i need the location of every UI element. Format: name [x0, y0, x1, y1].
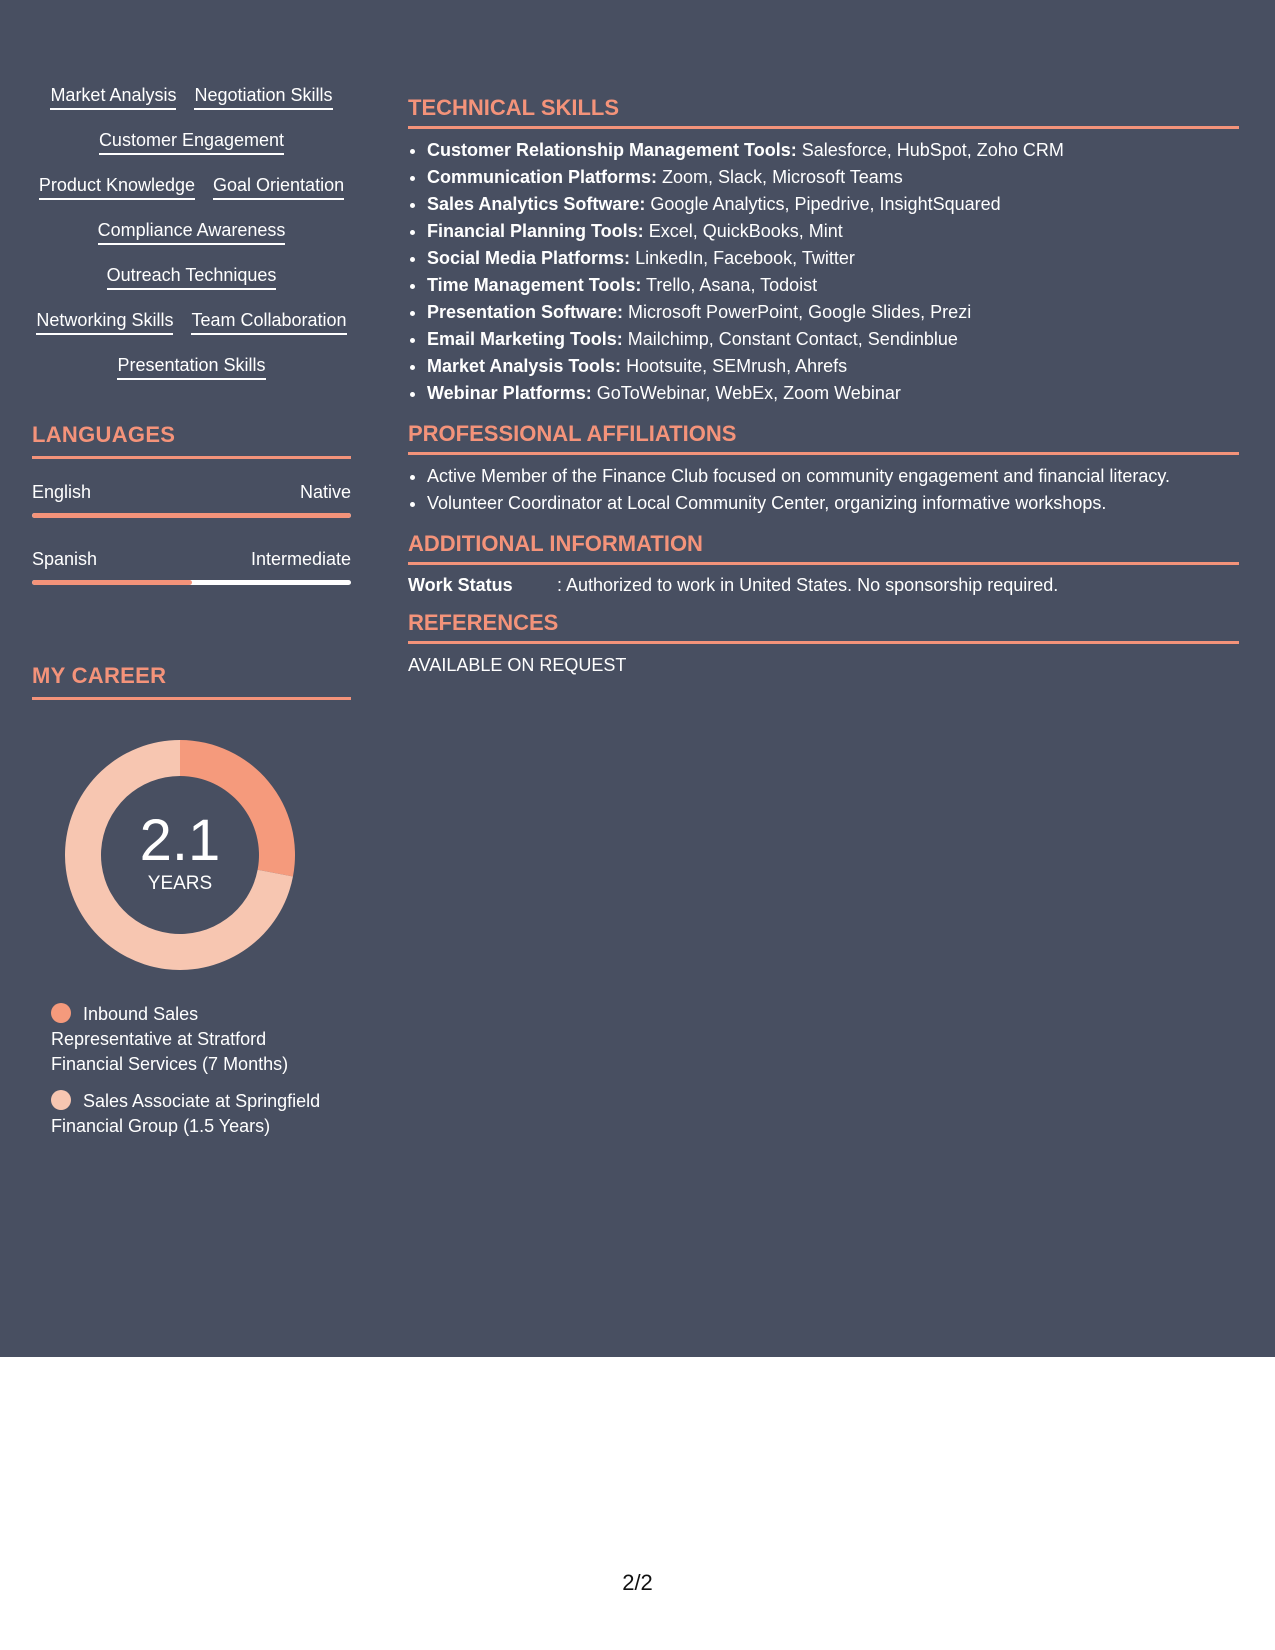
legend-label: Sales Associate at Springfield Financial Group (1.5 Years)	[51, 1091, 321, 1136]
career-legend	[51, 1002, 321, 1139]
references-heading: REFERENCES	[408, 610, 1239, 644]
item-label: Communication Platforms:	[427, 167, 658, 187]
item-label: Financial Planning Tools:	[427, 221, 644, 241]
item-value: Microsoft PowerPoint, Google Slides, Prezi	[623, 302, 972, 322]
languages-heading: LANGUAGES	[32, 422, 351, 459]
item-value: Salesforce, HubSpot, Zoho CRM	[796, 140, 1064, 160]
language-level-fill	[32, 513, 351, 518]
skill-tag: Team Collaboration	[191, 309, 346, 335]
language-name: Spanish	[32, 549, 98, 569]
legend-dot-icon	[51, 1090, 71, 1110]
item-value: Google Analytics, Pipedrive, InsightSquared	[645, 194, 1001, 214]
legend-label: Inbound Sales Representative at Stratford Financial Services (7 Months)	[51, 1004, 289, 1074]
list-item	[427, 353, 1239, 380]
career-total-value: 2.1	[139, 808, 221, 873]
donut-center	[65, 740, 295, 970]
language-level: Intermediate	[250, 549, 351, 569]
career-section	[32, 663, 351, 1139]
right-column	[408, 95, 1239, 676]
list-item	[427, 326, 1239, 353]
skill-tag: Product Knowledge	[39, 174, 195, 200]
legend-item	[51, 1002, 321, 1077]
affiliations-heading: PROFESSIONAL AFFILIATIONS	[408, 421, 1239, 455]
list-item	[427, 380, 1239, 407]
item-label: Market Analysis Tools:	[427, 356, 622, 376]
additional-info-heading: ADDITIONAL INFORMATION	[408, 531, 1239, 565]
languages-section	[32, 422, 351, 585]
skill-tag: Goal Orientation	[213, 174, 344, 200]
item-value: Mailchimp, Constant Contact, Sendinblue	[622, 329, 958, 349]
additional-info-section	[408, 531, 1239, 596]
list-item	[427, 218, 1239, 245]
skill-tag: Presentation Skills	[117, 354, 265, 380]
list-item: • Active Member of the Finance Club focused on community engagement and financial literacy.	[427, 463, 1239, 490]
item-value: Excel, QuickBooks, Mint	[643, 221, 843, 241]
left-column	[32, 84, 351, 1151]
legend-item	[51, 1089, 321, 1139]
skill-tag: Negotiation Skills	[194, 84, 332, 110]
work-status-row	[408, 574, 1239, 596]
list-item	[427, 164, 1239, 191]
list-item	[427, 137, 1239, 164]
item-value: Zoom, Slack, Microsoft Teams	[657, 167, 903, 187]
language-name: English	[32, 482, 92, 502]
language-level-fill	[32, 580, 192, 585]
legend-dot-icon	[51, 1003, 71, 1023]
career-heading: MY CAREER	[32, 663, 351, 700]
item-label: Sales Analytics Software:	[427, 194, 646, 214]
career-donut-chart	[65, 740, 295, 970]
language-row	[32, 548, 351, 570]
item-value: Hootsuite, SEMrush, Ahrefs	[621, 356, 848, 376]
language-level: Native	[299, 482, 351, 502]
item-value: Trello, Asana, Todoist	[641, 275, 818, 295]
affiliations-section	[408, 421, 1239, 517]
technical-skills-section	[408, 95, 1239, 407]
language-level-bar	[32, 513, 351, 518]
list-item	[427, 299, 1239, 326]
technical-skills-heading: TECHNICAL SKILLS	[408, 95, 1239, 129]
references-text: AVAILABLE ON REQUEST	[408, 655, 627, 675]
item-label: Email Marketing Tools:	[427, 329, 623, 349]
list-item	[427, 272, 1239, 299]
work-status-value: : Authorized to work in United States. No sponsorship required.	[557, 575, 1059, 595]
skill-tag: Customer Engagement	[99, 129, 284, 155]
career-total-unit: YEARS	[147, 873, 213, 894]
list-item	[427, 245, 1239, 272]
list-item: • Volunteer Coordinator at Local Community Center, organizing informative workshops.	[427, 490, 1239, 517]
item-label: Time Management Tools:	[427, 275, 642, 295]
skills-list	[32, 84, 351, 380]
list-item	[427, 191, 1239, 218]
references-section	[408, 610, 1239, 676]
item-value: LinkedIn, Facebook, Twitter	[630, 248, 855, 268]
affiliations-list	[408, 463, 1239, 517]
item-label: Customer Relationship Management Tools:	[427, 140, 797, 160]
technical-skills-list	[408, 137, 1239, 407]
work-status-label: Work Status	[408, 575, 513, 595]
skill-tag: Market Analysis	[50, 84, 176, 110]
language-row	[32, 481, 351, 503]
page-number: 2/2	[622, 1570, 653, 1595]
skill-tag: Compliance Awareness	[98, 219, 286, 245]
item-label: Social Media Platforms:	[427, 248, 631, 268]
skill-tag: Networking Skills	[36, 309, 173, 335]
skill-tag: Outreach Techniques	[107, 264, 277, 290]
item-label: Presentation Software:	[427, 302, 624, 322]
item-value: GoToWebinar, WebEx, Zoom Webinar	[591, 383, 901, 403]
language-level-bar	[32, 580, 351, 585]
item-label: Webinar Platforms:	[427, 383, 592, 403]
